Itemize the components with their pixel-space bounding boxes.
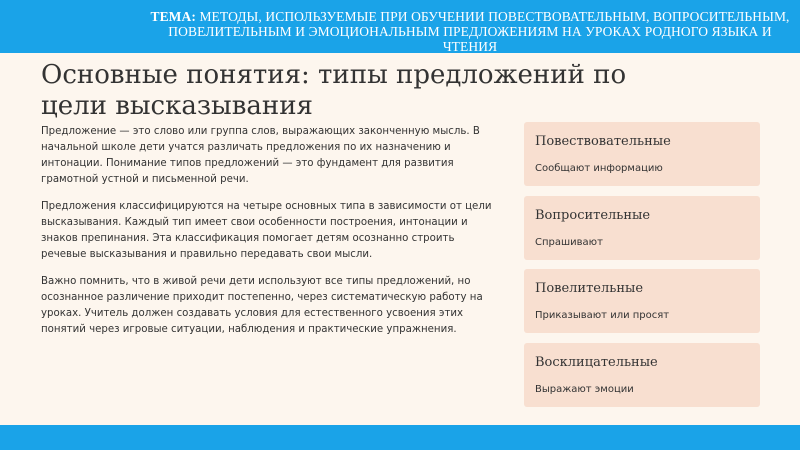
page-title: Основные понятия: типы предложений по цели высказывания <box>41 60 627 121</box>
card-description: Спрашивают <box>535 236 603 248</box>
card-description: Приказывают или просят <box>535 310 670 321</box>
banner-prefix: ТЕМА: <box>150 9 196 24</box>
card-description: Выражают эмоции <box>535 383 634 395</box>
card-imperative <box>524 269 760 333</box>
banner-topic: МЕТОДЫ, ИСПОЛЬЗУЕМЫЕ ПРИ ОБУЧЕНИИ ПОВЕСТВОВАТЕЛЬНЫМ, ВОПРОСИТЕЛЬНЫМ, ПОВЕЛИТЕЛЬНЫМ И ЭМОЦИОНАЛЬНЫМ ПРЕДЛОЖЕНИЯМ НА УРОКАХ РОДНОГО ЯЗЫКА И ЧТЕНИЯ <box>168 9 790 54</box>
sentence-type-cards <box>524 122 760 416</box>
card-title: Восклицательные <box>535 354 658 370</box>
bottom-banner <box>0 425 800 450</box>
banner-topic-text <box>150 9 790 54</box>
body-text <box>41 124 503 349</box>
top-banner <box>0 0 800 53</box>
paragraph: Предложение — это слово или группа слов, выражающих законченную мысль. В начальной школе дети учатся различать предложения по их назначению и интонации. Понимание типов предложений — это фундамент для развития грамотной устной и письменной речи. <box>41 126 480 185</box>
paragraph: Предложения классифицируются на четыре основных типа в зависимости от цели высказывания. Каждый тип имеет свои особенности построения, интонации и знаков препинания. Эта классификация помогает детям осознанно строить речевые высказывания и правильно передавать свои мысли. <box>41 201 492 260</box>
card-title: Повелительные <box>535 281 644 296</box>
card-interrogative <box>524 196 760 260</box>
card-exclamatory <box>524 343 760 407</box>
paragraph: Важно помнить, что в живой речи дети используют все типы предложений, но осознанное различение приходит постепенно, через систематическую работу на уроках. Учитель должен создавать условия для естественного усвоения этих понятий через игровые ситуации, наблюдения и практические упражнения. <box>41 276 483 335</box>
card-declarative <box>524 122 760 186</box>
card-title: Повествовательные <box>535 134 671 149</box>
card-description: Сообщают информацию <box>535 163 663 174</box>
card-title: Вопросительные <box>535 207 651 223</box>
